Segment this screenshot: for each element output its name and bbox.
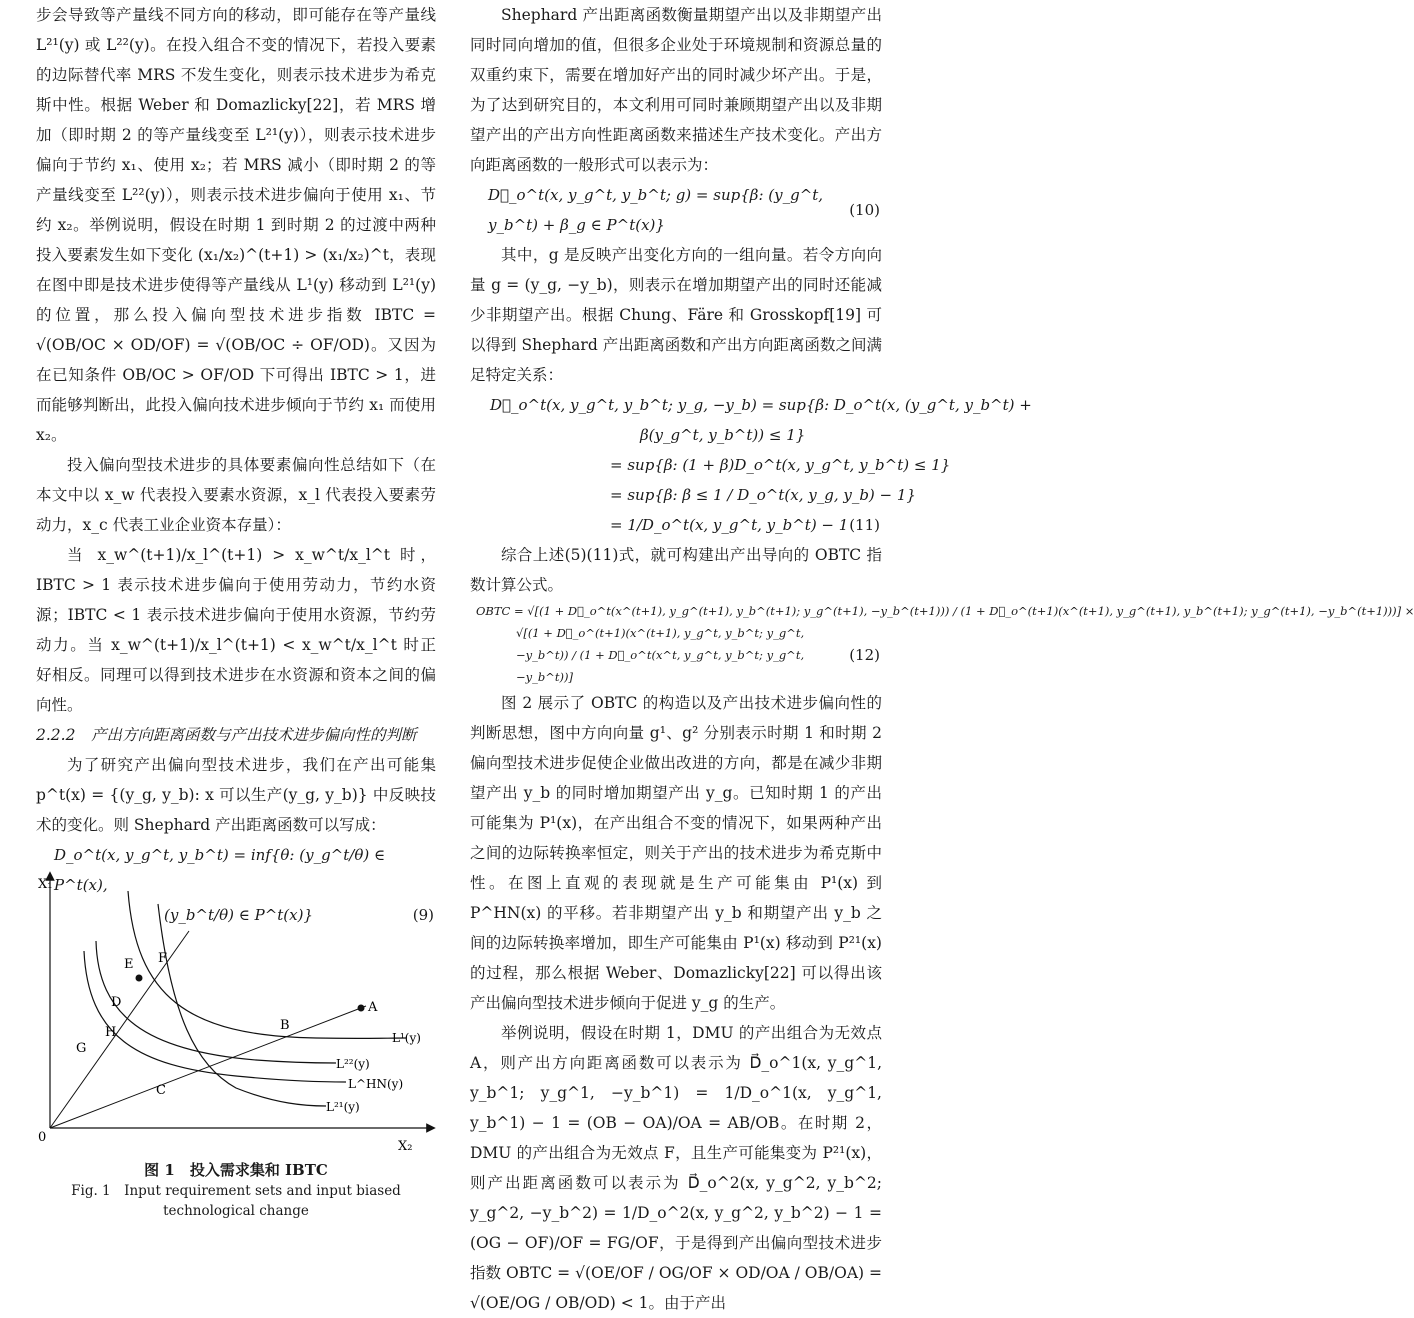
left-paragraph-1: 步会导致等产量线不同方向的移动，即可能存在等产量线 L²¹(y) 或 L²²(y)。在投入组合不变的情况下，若投入要素的边际替代率 MRS 不发生变化，则表示技术进步为希克斯中性。根据 Weber 和 Domazlicky[22]，若 MRS 增加（即时期 2 的等产量线变至 L²¹(y)），则表示技术进步偏向于节约 x₁、使用 x₂；若 MRS 减小（即时期 2 的等产量线变至 L²²(y)），则表示技术进步偏向于使用 x₁、节约 x₂。举例说明，假设在时期 1 到时期 2 的过渡中两种投入要素发生如下变化 (x₁/x₂)^(t+1) > (x₁/x₂)^t，表现在图中即是技术进步使得等产量线从 L¹(y) 移动到 L²¹(y) 的位置，那么投入偏向型技术进步指数 IBTC = √(OB/OC × OD/OF) = √(OB/OC ÷ OF/OD)。又因为在已知条件 OB/OC > OF/OD 下可得出 IBTC > 1，进而能够判断出，此投入偏向技术进步倾向于节约 x₁ 而使用 x₂。 xyxy=(36,6,436,444)
equation-12-number: (12) xyxy=(849,646,880,664)
equation-10-text: D⃗_o^t(x, y_g^t, y_b^t; g) = sup{β: (y_g^t, y_b^t) + β_g ∈ P^t(x)} xyxy=(488,186,824,234)
equation-12-line-1: OBTC = √[(1 + D⃗_o^t(x^(t+1), y_g^(t+1), y_b^(t+1); y_g^(t+1), −y_b^(t+1))) / (1 + D⃗_o^(t+1)(x^(t+1), y_g^(t+1), y_b^(t+1); y_g^(t+1), −y_b^(t+1)))] × xyxy=(476,604,1414,618)
label-point-G: G xyxy=(76,1041,87,1056)
figure-1-caption-en-line-2: technological change xyxy=(163,1203,309,1219)
point-E-marker xyxy=(136,975,143,982)
figure-1 xyxy=(36,866,436,1220)
label-point-E: E xyxy=(124,957,134,972)
label-point-D: D xyxy=(111,995,122,1010)
right-column xyxy=(470,0,1414,1318)
left-paragraph-4: 为了研究产出偏向型技术进步，我们在产出可能集 p^t(x) = {(y_g, y_b): x 可以生产(y_g, y_b)} 中反映技术的变化。则 Shephard 产出距离函数可以写成： xyxy=(36,756,436,834)
curve-L21 xyxy=(158,904,326,1106)
figure-1-plot xyxy=(36,866,436,1154)
equation-11-line-1: D⃗_o^t(x, y_g^t, y_b^t; y_g, −y_b) = sup{β: D_o^t(x, (y_g^t, y_b^t) + xyxy=(490,396,1032,414)
equation-12 xyxy=(470,600,1414,688)
equation-12-line-2 xyxy=(476,622,882,688)
right-paragraph-4: 图 2 展示了 OBTC 的构造以及产出技术进步偏向性的判断思想，图中方向向量 g¹、g² 分别表示时期 1 和时期 2 偏向型技术进步促使企业做出改进的方向，都是在减少非期望产出 y_b 的同时增加期望产出 y_g。已知时期 1 的产出可能集为 P¹(x)，在产出组合不变的情况下，如果两种产出之间的边际转换率恒定，则关于产出的技术进步为希克斯中性。在图上直观的表现就是生产可能集由 P¹(x) 到 P^HN(x) 的平移。若非期望产出 y_b 和期望产出 y_b 之间的边际转换率增加，即生产可能集由 P¹(x) 移动到 P²¹(x) 的过程，那么根据 Weber、Domazlicky[22] 可以得出该产出偏向型技术进步倾向于促进 y_g 的生产。 xyxy=(470,694,882,1012)
section-heading-2-2-2: 2.2.2 产出方向距离函数与产出技术进步偏向性的判断 xyxy=(36,726,417,744)
label-point-B: B xyxy=(280,1018,290,1033)
right-paragraph-5: 举例说明，假设在时期 1，DMU 的产出组合为无效点 A，则产出方向距离函数可以表示为 D⃗_o^1(x, y_g^1, y_b^1; y_g^1, −y_b^1) = 1/D_o^1(x, y_g^1, y_b^1) − 1 = (OB − OA)/OA = AB/OB。在时期 2，DMU 的产出组合为无效点 F，且生产可能集变为 P²¹(x)，则产出距离函数可以表示为 D⃗_o^2(x, y_g^2, y_b^2; y_g^2, −y_b^2) = 1/D_o^2(x, y_g^2, y_b^2) − 1 = (OG − OF)/OF = FG/OF，于是得到产出偏向型技术进步指数 OBTC = √(OE/OF / OG/OF × OD/OA / OB/OA) = √(OE/OG / OB/OD) < 1。由于产出 xyxy=(470,1024,882,1312)
label-point-F: F xyxy=(158,951,168,966)
equation-9-text-1: D_o^t(x, y_g^t, y_b^t) = inf{θ: (y_g^t/θ) ∈ P^t(x), xyxy=(54,846,386,894)
label-point-C: C xyxy=(156,1083,166,1098)
equation-11-text-5: = 1/D_o^t(x, y_g^t, y_b^t) − 1 xyxy=(610,516,849,534)
right-paragraph-3: 综合上述(5)(11)式，就可构建出产出导向的 OBTC 指数计算公式。 xyxy=(470,546,882,594)
left-column xyxy=(36,0,436,930)
ray-to-A xyxy=(50,1006,366,1128)
equation-11-line-5 xyxy=(490,510,882,540)
origin-label: 0 xyxy=(38,1130,47,1145)
label-curve-L1: L¹(y) xyxy=(392,1031,421,1045)
figure-1-caption-zh: 图 1 投入需求集和 IBTC xyxy=(144,1161,328,1179)
label-curve-LHN: L^HN(y) xyxy=(348,1077,404,1091)
equation-11-line-4: = sup{β: β ≤ 1 / D_o^t(x, y_g, y_b) − 1} xyxy=(610,486,916,504)
y-axis-label: X₁ xyxy=(38,877,53,892)
equation-10-number: (10) xyxy=(849,201,880,219)
x-axis-label: X₂ xyxy=(398,1139,413,1154)
equation-12-text-2: √[(1 + D⃗_o^(t+1)(x^(t+1), y_g^t, y_b^t; y_g^t, −y_b^t)) / (1 + D⃗_o^t(x^t, y_g^t, y_b^t; y_g^t, −y_b^t))] xyxy=(516,626,805,684)
ray-to-F xyxy=(50,931,189,1128)
label-point-A: A xyxy=(368,1000,378,1015)
curve-L1 xyxy=(128,891,406,1038)
point-A-marker xyxy=(358,1005,365,1012)
equation-11-line-2: β(y_g^t, y_b^t)) ≤ 1} xyxy=(640,426,806,444)
label-curve-L21: L²¹(y) xyxy=(326,1100,360,1114)
right-paragraph-2: 其中，g 是反映产出变化方向的一组向量。若令方向向量 g = (y_g, −y_b)，则表示在增加期望产出的同时还能减少非期望产出。根据 Chung、Färe 和 Grosskopf[19] 可以得到 Shephard 产出距离函数和产出方向距离函数之间满足特定关系： xyxy=(470,246,882,384)
equation-11-line-3: = sup{β: (1 + β)D_o^t(x, y_g^t, y_b^t) ≤ 1} xyxy=(610,456,951,474)
figure-1-caption-en-line-1: Fig. 1 Input requirement sets and input biased xyxy=(71,1183,401,1199)
label-curve-L22: L²²(y) xyxy=(336,1057,370,1071)
equation-9-number: (9) xyxy=(412,906,434,924)
left-paragraph-2: 投入偏向型技术进步的具体要素偏向性总结如下（在本文中以 x_w 代表投入要素水资源，x_l 代表投入要素劳动力，x_c 代表工业企业资本存量）： xyxy=(36,456,436,534)
right-paragraph-1: Shephard 产出距离函数衡量期望产出以及非期望产出同时同向增加的值，但很多企业处于环境规制和资源总量的双重约束下，需要在增加好产出的同时减少坏产出。于是，为了达到研究目的，本文利用可同时兼顾期望产出以及非期望产出的产出方向性距离函数来描述生产技术变化。产出方向距离函数的一般形式可以表示为： xyxy=(470,6,882,174)
equation-11-number: (11) xyxy=(849,516,880,534)
equation-11 xyxy=(470,390,1032,540)
left-paragraph-3: 当 x_w^(t+1)/x_l^(t+1) > x_w^t/x_l^t 时，IBTC > 1 表示技术进步偏向于使用劳动力，节约水资源；IBTC < 1 表示技术进步偏向于使用水资源，节约劳动力。当 x_w^(t+1)/x_l^(t+1) < x_w^t/x_l^t 时正好相反。同理可以得到技术进步在水资源和资本之间的偏向性。 xyxy=(36,546,436,714)
label-point-H: H xyxy=(105,1025,117,1040)
equation-9-text-2: (y_b^t/θ) ∈ P^t(x)} xyxy=(164,906,313,924)
equation-10 xyxy=(470,180,882,240)
